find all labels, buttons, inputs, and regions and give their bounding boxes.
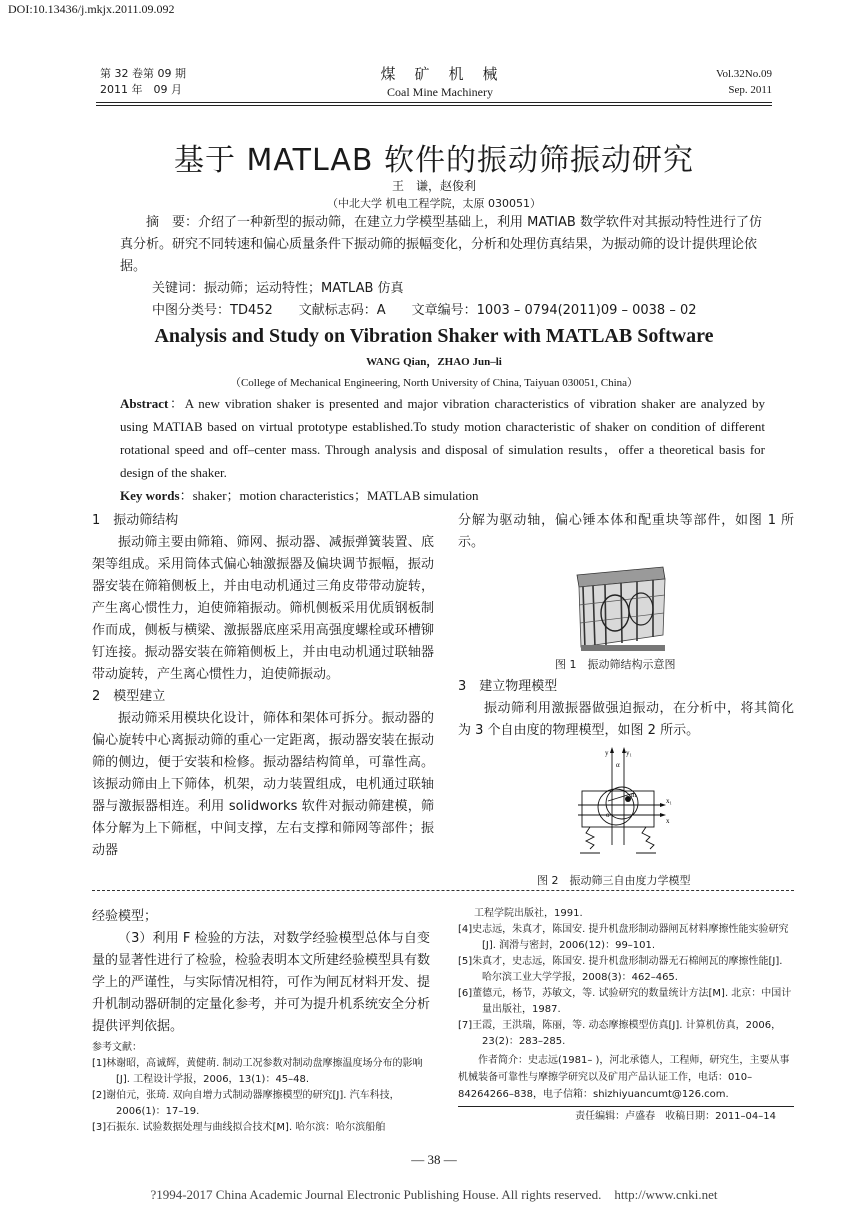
figure-1-shaker-illustration [575,565,667,653]
issue-volume-en: Vol.32No.09 [715,68,772,80]
lower-text-line: 经验模型； [92,909,158,924]
authors-cn: 王 谦，赵俊利 [391,179,476,193]
references-list-right [458,906,794,1050]
lower-left-column [92,906,430,1136]
reference-item: [5]朱真才，史志远，陈国安. 提升机盘形制动器无石棉闸瓦的摩擦性能[J]. 哈尔滨工业大学学报，2008(3)：462–465. [458,956,783,983]
axis-y1-label: y₁ [626,749,632,757]
abstract-en-label: Abstract [120,396,169,411]
page-title: 基于 MATLAB 软件的振动筛振动研究 [174,143,694,178]
abstract-cn-text: 摘 要：介绍了一种新型的振动筛，在建立力学模型基础上，利用 MATIAB 数学软件对其振动特性进行了仿真分析。研究不同转速和偏心质量条件下振动筛的振幅变化，分析和处理仿真结果，为振动筛的设计提供理论依据。 [120,215,762,274]
figure-1-caption: 图 1 振动筛结构示意图 [555,658,676,671]
issue-info-en [716,66,772,98]
section-1-heading: 1 振动筛结构 [92,513,179,528]
lower-right-column [458,906,794,1125]
angle-label: α [616,761,620,769]
editor-line: 责任编辑：卢盛春 收稿日期：2011–04–14 [575,1111,776,1122]
references-heading: 参考文献： [92,1042,142,1053]
conclusion-paragraph: （3）利用 F 检验的方法，对数学经验模型总体与自变量的显著性进行了检验，检验表明本文所建经验模型具有数学上的严谨性，与实际情况相符，可作为闸瓦材料开发、提升机制动器研制的定量化参考，并可为提升机系统安全分析提供评判依据。 [92,931,431,1034]
abstract-cn [120,212,770,322]
section-3-text: 振动筛利用激振器做强迫振动，在分析中，将其简化为 3 个自由度的物理模型，如图 2 所示。 [458,701,794,738]
authors-en: WANG Qian，ZHAO Jun–li [366,356,502,368]
journal-name [330,64,550,100]
page-number: — 38 — [411,1152,457,1167]
header-rule [96,102,772,103]
axis-x-label: x [666,817,670,825]
abstract-en-text: ：A new vibration shaker is presented and major vibration characteristics of vibration shaker are analyzed by using MATIAB based on virtual prototype established.To study motion characteristic of shaker on condition of different rotational speed and off–center mass. Through analysis and disposal of simulation results，offer a theoretical basis for design of the shaker. [120,396,765,480]
section-2-heading: 2 模型建立 [92,689,166,704]
section-3-heading: 3 建立物理模型 [458,679,558,694]
origin-label: o [606,811,610,819]
affiliation-cn: （中北大学 机电工程学院，太原 030051） [327,197,541,210]
axis-y-label: y [605,749,609,757]
section-2-text: 振动筛采用模块化设计，筛体和架体可拆分。振动器的偏心旋转中心离振动筛的重心一定距离，振动器安装在振动筛的侧边，便于安装和检修。振动器结构简单，可靠性高。该振动筛由上下筛体，机架，动力装置组成，电机通过联轴器与激振器相连。利用 solidworks 软件对振动筛建模，筛体分解为上下筛框，中间支撑，左右支撑和筛网等部件；振动器 [92,711,434,858]
keywords-cn: 关键词：振动筛；运动特性；MATLAB 仿真 [152,281,404,296]
issue-date: 2011 年 09 月 [100,83,182,96]
journal-name-en: Coal Mine Machinery [387,85,493,99]
reference-item: [4]史志远，朱真才，陈国安. 提升机盘形制动器闸瓦材料摩擦性能实验研究[J]. 润滑与密封，2006(12)：99–101. [458,924,789,951]
reference-item: 工程学院出版社，1991. [474,908,583,919]
issue-info [100,66,186,98]
figure-2-mechanical-model [568,745,676,867]
right-column-top [458,510,794,554]
reference-item: [1]林谢昭，高诚辉，黄健萌. 制动工况参数对制动盘摩擦温度场分布的影响[J]. 工程设计学报，2006，13(1)：45–48. [92,1058,423,1085]
header-rule-2 [96,105,772,106]
reference-item: [2]谢伯元，张琦. 双向自增力式制动器摩擦模型的研究[J]. 汽车科技，2006(1)：17–19. [92,1090,400,1117]
right-column-text: 分解为驱动轴，偏心锤本体和配重块等部件，如图 1 所示。 [458,513,794,550]
journal-name-cn: 煤 矿 机 械 [380,65,500,83]
mass-label: m [631,791,637,799]
keywords-en-label: Key words [120,488,180,503]
title-en: Analysis and Study on Vibration Shaker with MATLAB Software [154,325,714,347]
axis-x1-label: x₁ [666,797,672,805]
figure-2-caption: 图 2 振动筛三自由度力学模型 [537,874,691,887]
right-column-section-3 [458,676,794,742]
references-list-left [92,1056,430,1136]
bio-rule [458,1106,794,1107]
issue-volume: 第 32 卷第 09 期 [100,67,186,80]
classification: 中图分类号：TD452 文献标志码：A 文章编号：1003 – 0794(2011)09 – 0038 – 02 [152,303,697,318]
author-bio: 作者简介：史志远(1981– )，河北承德人，工程师，研究生，主要从事机械装备可靠性与摩擦学研究以及矿用产品认证工作，电话：010–84264266–838，电子信箱：shizhiyuancumt@126.com. [458,1055,790,1100]
reference-item: [6]董德元，杨节，苏敏文，等. 试验研究的数量统计方法[M]. 北京：中国计量出版社，1987. [458,988,792,1015]
footer-copyright: ?1994-2017 China Academic Journal Electronic Publishing House. All rights reserved. http://www.cnki.net [150,1187,718,1202]
reference-item: [3]石振东. 试验数据处理与曲线拟合技术[M]. 哈尔滨：哈尔滨船舶 [92,1122,386,1133]
section-separator [92,890,794,891]
abstract-en [120,392,765,507]
affiliation-en: （College of Mechanical Engineering, North University of China, Taiyuan 030051, China） [229,377,639,389]
reference-item: [7]王霞，王洪瑞，陈丽，等. 动态摩擦模型仿真[J]. 计算机仿真，2006，23(2)：283–285. [458,1020,782,1047]
doi-label: DOI:10.13436/j.mkjx.2011.09.092 [8,2,175,16]
keywords-en-text: ：shaker；motion characteristics；MATLAB simulation [179,488,479,503]
section-1-text: 振动筛主要由筛箱、筛网、振动器、减振弹簧装置、底架等组成。采用筒体式偏心轴激振器及偏块调节振幅，振动器安装在筛箱侧板上，并由电动机通过三角皮带带动旋转，产生离心惯性力，迫使筛箱振动。筛机侧板采用优质钢板制作而成，侧板与横梁、激振器底座采用高强度螺栓或环槽铆钉连接。振动器安装在筛箱侧板上，并由电动机通过联轴器带动旋转，产生离心惯性力，迫使筛振动。 [92,535,434,682]
issue-date-en: Sep. 2011 [728,84,772,96]
left-column [92,510,434,862]
